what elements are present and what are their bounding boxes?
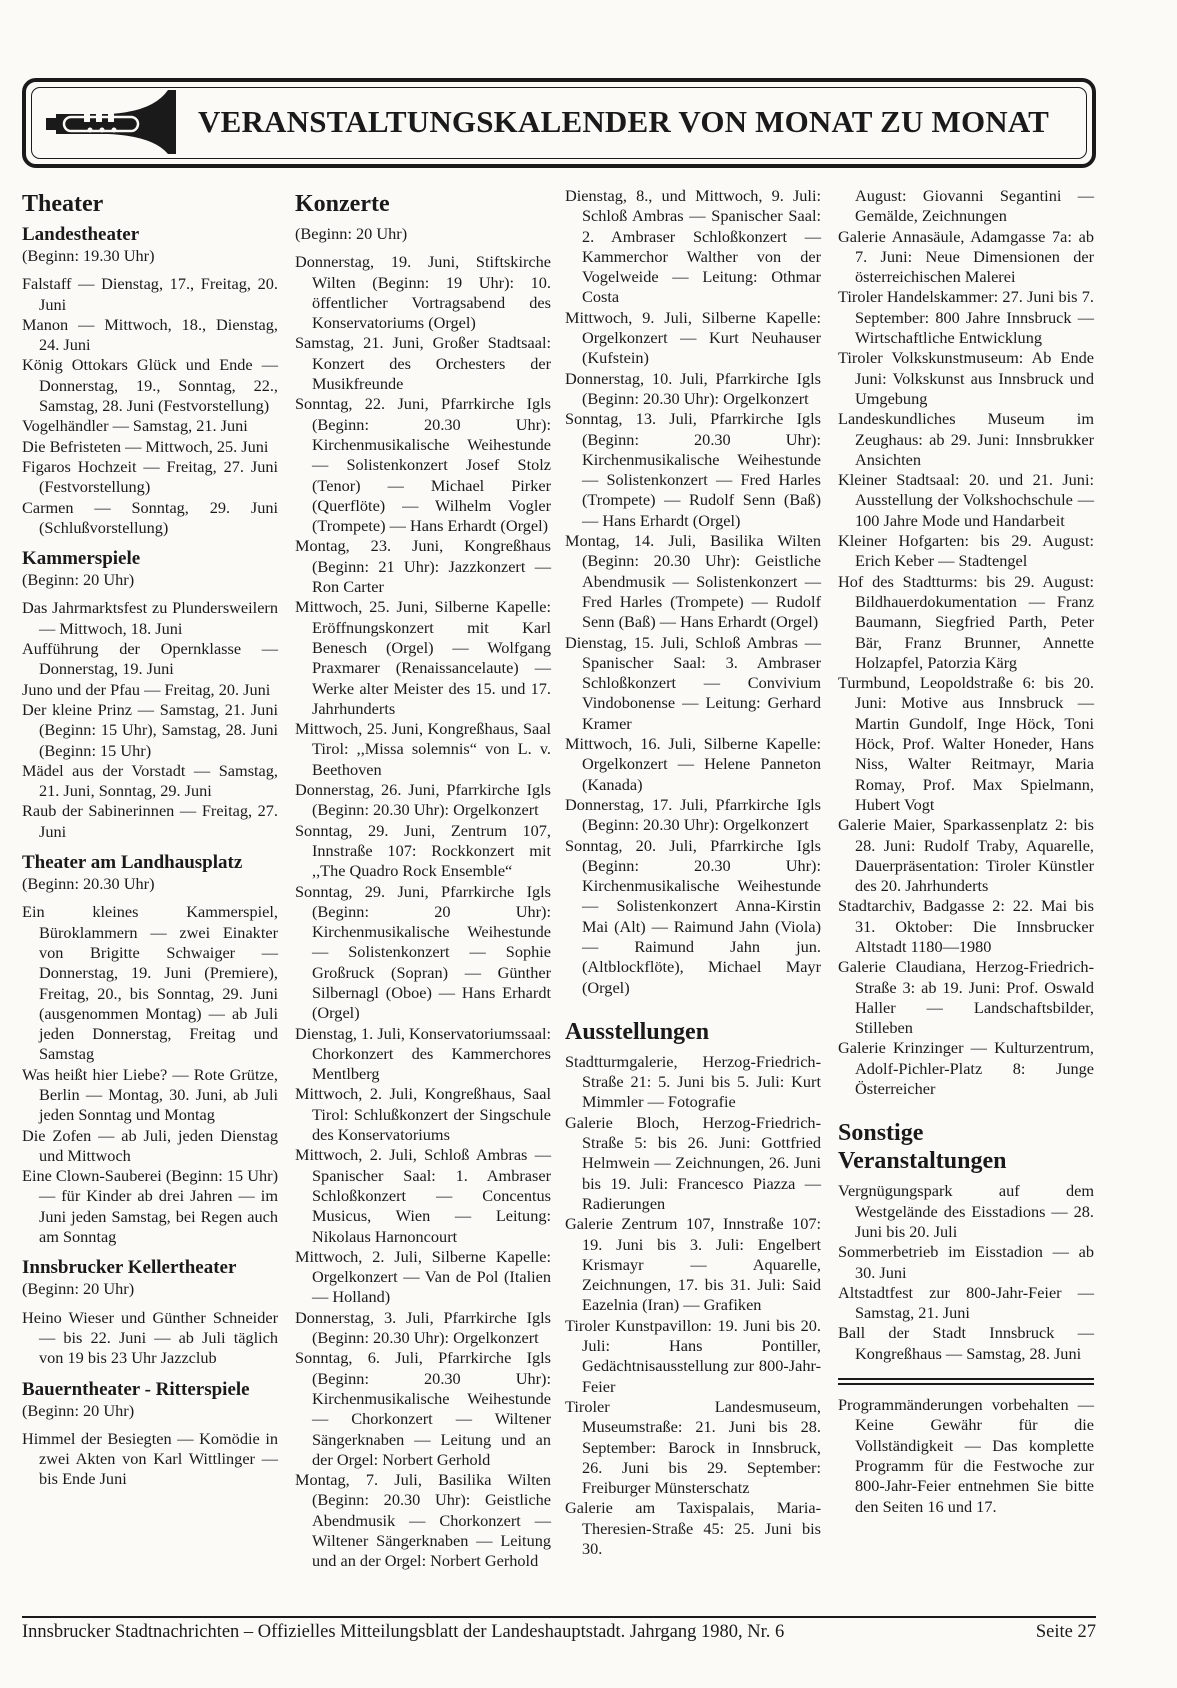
event-entry: Das Jahrmarktsfest zu Plundersweilern — Mittwoch, 18. Juni bbox=[22, 598, 278, 638]
venue-heading: Landestheater bbox=[22, 224, 140, 245]
event-entry: Donnerstag, 10. Juli, Pfarrkirche Igls (Beginn: 20.30 Uhr): Orgelkonzert bbox=[565, 368, 821, 408]
event-entry: Der kleine Prinz — Samstag, 21. Juni (Beginn: 15 Uhr), Samstag, 28. Juni (Beginn: 15 Uhr) bbox=[22, 699, 278, 760]
event-entry: Tiroler Kunstpavillon: 19. Juni bis 20. Juli: Hans Pontiller, Gedächtnisausstellung zur 800-Jahr-Feier bbox=[565, 1315, 821, 1396]
event-entry: Sonntag, 20. Juli, Pfarrkirche Igls (Beginn: 20.30 Uhr): Kirchenmusikalische Weihestunde — Solistenkonzert Anna-Kirstin Mai (Alt) — Raimund Jahn (Viola) — Raimund Jahn jun. (Altblockflöte), Michael Mayr (Orgel) bbox=[565, 835, 821, 997]
event-entry: Stadtarchiv, Badgasse 2: 22. Mai bis 31. Oktober: Die Innsbrucker Altstadt 1180—1980 bbox=[838, 896, 1094, 956]
event-entry: Hof des Stadtturms: bis 29. August: Bildhauerdokumentation — Franz Baumann, Siegfried Parth, Peter Bär, Franz Brunner, Annette Holzapfel, Patorzia Kärg bbox=[838, 571, 1094, 672]
event-entry: Tiroler Landesmuseum, Museumstraße: 21. Juni bis 28. September: Barock in Innsbruck, 26. Juni bis 29. September: Freiburger Münsterschatz bbox=[565, 1396, 821, 1498]
event-entry: Mädel aus der Vorstadt — Samstag, 21. Juni, Sonntag, 29. Juni bbox=[22, 760, 278, 801]
event-entry: Kleiner Stadtsaal: 20. und 21. Juni: Ausstellung der Volkshochschule — 100 Jahre Mode und Handarbeit bbox=[838, 470, 1094, 530]
event-entry: Carmen — Sonntag, 29. Juni (Schlußvorstellung) bbox=[22, 497, 278, 537]
event-entry: Landeskundliches Museum im Zeughaus: ab 29. Juni: Innsbrukker Ansichten bbox=[838, 409, 1094, 469]
section-heading: Ausstellungen bbox=[565, 1018, 710, 1045]
event-entry: Donnerstag, 17. Juli, Pfarrkirche Igls (Beginn: 20.30 Uhr): Orgelkonzert bbox=[565, 794, 821, 835]
start-time-note: (Beginn: 20 Uhr) bbox=[22, 1400, 135, 1420]
event-entry: Ein kleines Kammerspiel, Büroklammern — zwei Einakter von Brigitte Schwaiger — Donnerstag, 19. Juni (Premiere), Freitag, 20., bis Sonntag, 29. Juni (ausgenommen Montag) — ab Juli jeden Donnerstag, Freitag und Samstag bbox=[22, 902, 278, 1064]
event-entry: Was heißt hier Liebe? — Rote Grütze, Berlin — Montag, 30. Juni, ab Juli jeden Sonntag und Montag bbox=[22, 1064, 278, 1125]
event-entry: Donnerstag, 19. Juni, Stiftskirche Wilten (Beginn: 19 Uhr): 10. öffentlicher Vortragsabend des Konservatoriums (Orgel) bbox=[295, 252, 551, 333]
event-entry: Montag, 23. Juni, Kongreßhaus (Beginn: 21 Uhr): Jazzkonzert — Ron Carter bbox=[295, 536, 551, 597]
start-time-note: (Beginn: 19.30 Uhr) bbox=[22, 246, 155, 265]
event-entry: Heino Wieser und Günther Schneider — bis 22. Juni — ab Juli täglich von 19 bis 23 Uhr Jazzclub bbox=[22, 1307, 278, 1368]
section-gap bbox=[838, 1099, 1094, 1115]
event-entry: Donnerstag, 3. Juli, Pfarrkirche Igls (Beginn: 20.30 Uhr): Orgelkonzert bbox=[295, 1307, 551, 1348]
section-heading: Sonstige Veranstaltungen bbox=[838, 1120, 1007, 1175]
event-entry: Himmel der Besiegten — Komödie in zwei Akten von Karl Wittlinger — bis Ende Juni bbox=[22, 1428, 278, 1489]
header-banner bbox=[22, 78, 1096, 168]
section-gap bbox=[565, 998, 821, 1014]
event-entry: Mittwoch, 9. Juli, Silberne Kapelle: Orgelkonzert — Kurt Neuhauser (Kufstein) bbox=[565, 307, 821, 368]
event-entry: Turmbund, Leopoldstraße 6: bis 20. Juni: Motive aus Innsbruck — Martin Gundolf, Inge Höck, Toni Höck, Prof. Walter Honeder, Hans Niss, Walter Reitmayr, Maria Romay, Prof. Max Spielmann, Hubert Vogt bbox=[838, 673, 1094, 814]
event-entry: Mittwoch, 2. Juli, Silberne Kapelle: Orgelkonzert — Van de Pol (Italien — Holland) bbox=[295, 1246, 551, 1307]
event-entry: Figaros Hochzeit — Freitag, 27. Juni (Festvorstellung) bbox=[22, 456, 278, 497]
event-entry: Mittwoch, 2. Juli, Schloß Ambras — Spanischer Saal: 1. Ambraser Schloßkonzert — Concentus Musicus, Wien — Leitung: Nikolaus Harnoncourt bbox=[295, 1145, 551, 1246]
column-4 bbox=[838, 186, 1094, 1517]
event-entry: König Ottokars Glück und Ende — Donnerstag, 19., Sonntag, 22., Samstag, 28. Juni (Festvorstellung) bbox=[22, 355, 278, 416]
event-entry: August: Giovanni Segantini — Gemälde, Zeichnungen bbox=[855, 186, 1094, 226]
event-entry: Samstag, 21. Juni, Großer Stadtsaal: Konzert des Orchesters der Musikfreunde bbox=[295, 333, 551, 394]
event-entry: Ball der Stadt Innsbruck — Kongreßhaus — Samstag, 28. Juni bbox=[838, 1323, 1094, 1363]
venue-heading: Theater am Landhausplatz bbox=[22, 852, 243, 874]
event-entry: Sonntag, 29. Juni, Pfarrkirche Igls (Beginn: 20 Uhr): Kirchenmusikalische Weihestunde — Solistenkonzert — Sophie Großruck (Sopran) — Günther Silbernagl (Oboe) — Hans Erhardt (Orgel) bbox=[295, 881, 551, 1023]
event-entry: Galerie Krinzinger — Kulturzentrum, Adolf-Pichler-Platz 8: Junge Österreicher bbox=[838, 1038, 1094, 1099]
column-2 bbox=[295, 186, 551, 1572]
event-entry: Programmänderungen vorbehalten — Keine Gewähr für die Vollständigkeit — Das komplette Programm für die Festwoche zur 800-Jahr-Feier entnehmen Sie bitte den Seiten 16 und 17. bbox=[838, 1395, 1094, 1516]
double-rule-divider bbox=[838, 1378, 1094, 1385]
event-entry: Dienstag, 1. Juli, Konservatoriumssaal: Chorkonzert des Kammerchores Mentlberg bbox=[295, 1023, 551, 1084]
publication-line: Innsbrucker Stadtnachrichten – Offizielles Mitteilungsblatt der Landeshauptstadt. Jahrgang 1980, Nr. 6 bbox=[22, 1622, 785, 1642]
event-entry: Vogelhändler — Samstag, 21. Juni bbox=[22, 416, 248, 436]
event-entry: Sonntag, 13. Juli, Pfarrkirche Igls (Beginn: 20.30 Uhr): Kirchenmusikalische Weihestunde — Solistenkonzert — Fred Harles (Trompete) — Rudolf Senn (Baß) — Hans Erhardt (Orgel) bbox=[565, 409, 821, 530]
section-heading: Theater bbox=[22, 191, 104, 217]
venue-heading: Innsbrucker Kellertheater bbox=[22, 1257, 237, 1279]
event-entry: Sonntag, 6. Juli, Pfarrkirche Igls (Beginn: 20.30 Uhr): Kirchenmusikalische Weihestunde — Chorkonzert — Wiltener Sängerknaben — Leitung und an der Orgel: Norbert Gerhold bbox=[295, 1348, 551, 1469]
start-time-note: (Beginn: 20 Uhr) bbox=[22, 570, 135, 590]
event-entry: Galerie am Taxispalais, Maria-Theresien-Straße 45: 25. Juni bis 30. bbox=[565, 1498, 821, 1558]
event-entry: Galerie Annasäule, Adamgasse 7a: ab 7. Juni: Neue Dimensionen der österreichischen Malerei bbox=[838, 226, 1094, 287]
event-entry: Falstaff — Dienstag, 17., Freitag, 20. Juni bbox=[22, 274, 278, 314]
event-entry: Montag, 7. Juli, Basilika Wilten (Beginn: 20.30 Uhr): Geistliche Abendmusik — Chorkonzert — Wiltener Sängerknaben — Leitung und an der Orgel: Norbert Gerhold bbox=[295, 1470, 551, 1571]
event-entry: Tiroler Volkskunstmuseum: Ab Ende Juni: Volkskunst aus Innsbruck und Umgebung bbox=[838, 348, 1094, 408]
event-entry: Tiroler Handelskammer: 27. Juni bis 7. September: 800 Jahre Innsbruck — Wirtschaftliche Entwicklung bbox=[838, 287, 1094, 348]
venue-heading: Bauerntheater - Ritterspiele bbox=[22, 1378, 250, 1400]
event-entry: Dienstag, 8., und Mittwoch, 9. Juli: Schloß Ambras — Spanischer Saal: 2. Ambraser Schloßkonzert — Kammerchor Walther von der Vogelweide — Leitung: Othmar Costa bbox=[565, 186, 821, 307]
event-entry: Galerie Zentrum 107, Innstraße 107: 19. Juni bis 3. Juli: Engelbert Krismayr — Aquarelle, Zeichnungen, 17. bis 31. Juli: Said Eazelnia (Iran) — Grafiken bbox=[565, 1214, 821, 1315]
start-time-note: (Beginn: 20 Uhr) bbox=[295, 224, 408, 243]
event-entry: Altstadtfest zur 800-Jahr-Feier — Samstag, 21. Juni bbox=[838, 1282, 1094, 1323]
event-entry: Galerie Bloch, Herzog-Friedrich-Straße 5: bis 26. Juni: Gottfried Helmwein — Zeichnungen, 26. Juni bis 19. Juli: Francesco Piazza — Radierungen bbox=[565, 1112, 821, 1213]
page-footer bbox=[22, 1616, 1096, 1644]
event-entry: Sommerbetrieb im Eisstadion — ab 30. Juni bbox=[838, 1242, 1094, 1282]
start-time-note: (Beginn: 20.30 Uhr) bbox=[22, 874, 155, 894]
event-entry: Mittwoch, 25. Juni, Silberne Kapelle: Eröffnungskonzert mit Karl Benesch (Orgel) — Wolfgang Praxmarer (Renaissancelaute) — Werke alter Meister des 15. und 17. Jahrhunderts bbox=[295, 597, 551, 718]
event-entry: Die Befristeten — Mittwoch, 25. Juni bbox=[22, 436, 269, 456]
event-entry: Eine Clown-Sauberei (Beginn: 15 Uhr) — für Kinder ab drei Jahren — im Juni jeden Samstag, bei Regen auch am Sonntag bbox=[22, 1166, 278, 1247]
event-entry: Galerie Claudiana, Herzog-Friedrich-Straße 3: ab 19. Juni: Prof. Oswald Haller — Landschaftsbilder, Stilleben bbox=[838, 957, 1094, 1038]
venue-heading: Kammerspiele bbox=[22, 548, 141, 570]
page-number: Seite 27 bbox=[1035, 1622, 1096, 1642]
event-entry: Mittwoch, 16. Juli, Silberne Kapelle: Orgelkonzert — Helene Panneton (Kanada) bbox=[565, 734, 821, 794]
trumpet-icon bbox=[38, 84, 188, 162]
event-entry: Stadtturmgalerie, Herzog-Friedrich-Straße 21: 5. Juni bis 5. Juli: Kurt Mimmler — Fotografie bbox=[565, 1051, 821, 1112]
event-entry: Mittwoch, 2. Juli, Kongreßhaus, Saal Tirol: Schlußkonzert der Singschule des Konservatoriums bbox=[295, 1084, 551, 1145]
event-entry: Kleiner Hofgarten: bis 29. August: Erich Keber — Stadtengel bbox=[838, 531, 1094, 571]
event-entry: Aufführung der Opernklasse — Donnerstag, 19. Juni bbox=[22, 639, 278, 679]
section-heading: Konzerte bbox=[295, 191, 390, 217]
event-entry: Mittwoch, 25. Juni, Kongreßhaus, Saal Tirol: ,,Missa solemnis“ von L. v. Beethoven bbox=[295, 719, 551, 779]
column-1 bbox=[22, 186, 278, 1490]
event-entry: Vergnügungspark auf dem Westgelände des Eisstadions — 28. Juni bis 20. Juli bbox=[838, 1181, 1094, 1241]
event-entry: Galerie Maier, Sparkassenplatz 2: bis 28. Juni: Rudolf Traby, Aquarelle, Dauerpräsentation: Tiroler Künstler des 20. Jahrhunderts bbox=[838, 815, 1094, 896]
event-entry: Manon — Mittwoch, 18., Dienstag, 24. Juni bbox=[22, 314, 278, 355]
event-entry: Sonntag, 22. Juni, Pfarrkirche Igls (Beginn: 20.30 Uhr): Kirchenmusikalische Weihestunde — Solistenkonzert Josef Stolz (Tenor) — Michael Pirker (Querflöte) — Wilhelm Vogler (Trompete) — Hans Erhardt (Orgel) bbox=[295, 394, 551, 536]
event-entry: Montag, 14. Juli, Basilika Wilten (Beginn: 20.30 Uhr): Geistliche Abendmusik — Solistenkonzert — Fred Harles (Trompete) — Rudolf Senn (Baß) — Hans Erhardt (Orgel) bbox=[565, 531, 821, 632]
event-entry: Raub der Sabinerinnen — Freitag, 27. Juni bbox=[22, 801, 278, 841]
event-entry: Juno und der Pfau — Freitag, 20. Juni bbox=[22, 679, 271, 699]
start-time-note: (Beginn: 20 Uhr) bbox=[22, 1279, 135, 1299]
column-3 bbox=[565, 186, 821, 1559]
event-entry: Dienstag, 15. Juli, Schloß Ambras — Spanischer Saal: 3. Ambraser Schloßkonzert — Convivium Vindobonense — Leitung: Gerhard Kramer bbox=[565, 632, 821, 733]
event-entry: Sonntag, 29. Juni, Zentrum 107, Innstraße 107: Rockkonzert mit ,,The Quadro Rock Ensemble“ bbox=[295, 820, 551, 881]
page-title: VERANSTALTUNGSKALENDER VON MONAT ZU MONAT bbox=[198, 104, 1050, 139]
event-entry: Die Zofen — ab Juli, jeden Dienstag und Mittwoch bbox=[22, 1125, 278, 1165]
event-entry: Donnerstag, 26. Juni, Pfarrkirche Igls (Beginn: 20.30 Uhr): Orgelkonzert bbox=[295, 780, 551, 820]
